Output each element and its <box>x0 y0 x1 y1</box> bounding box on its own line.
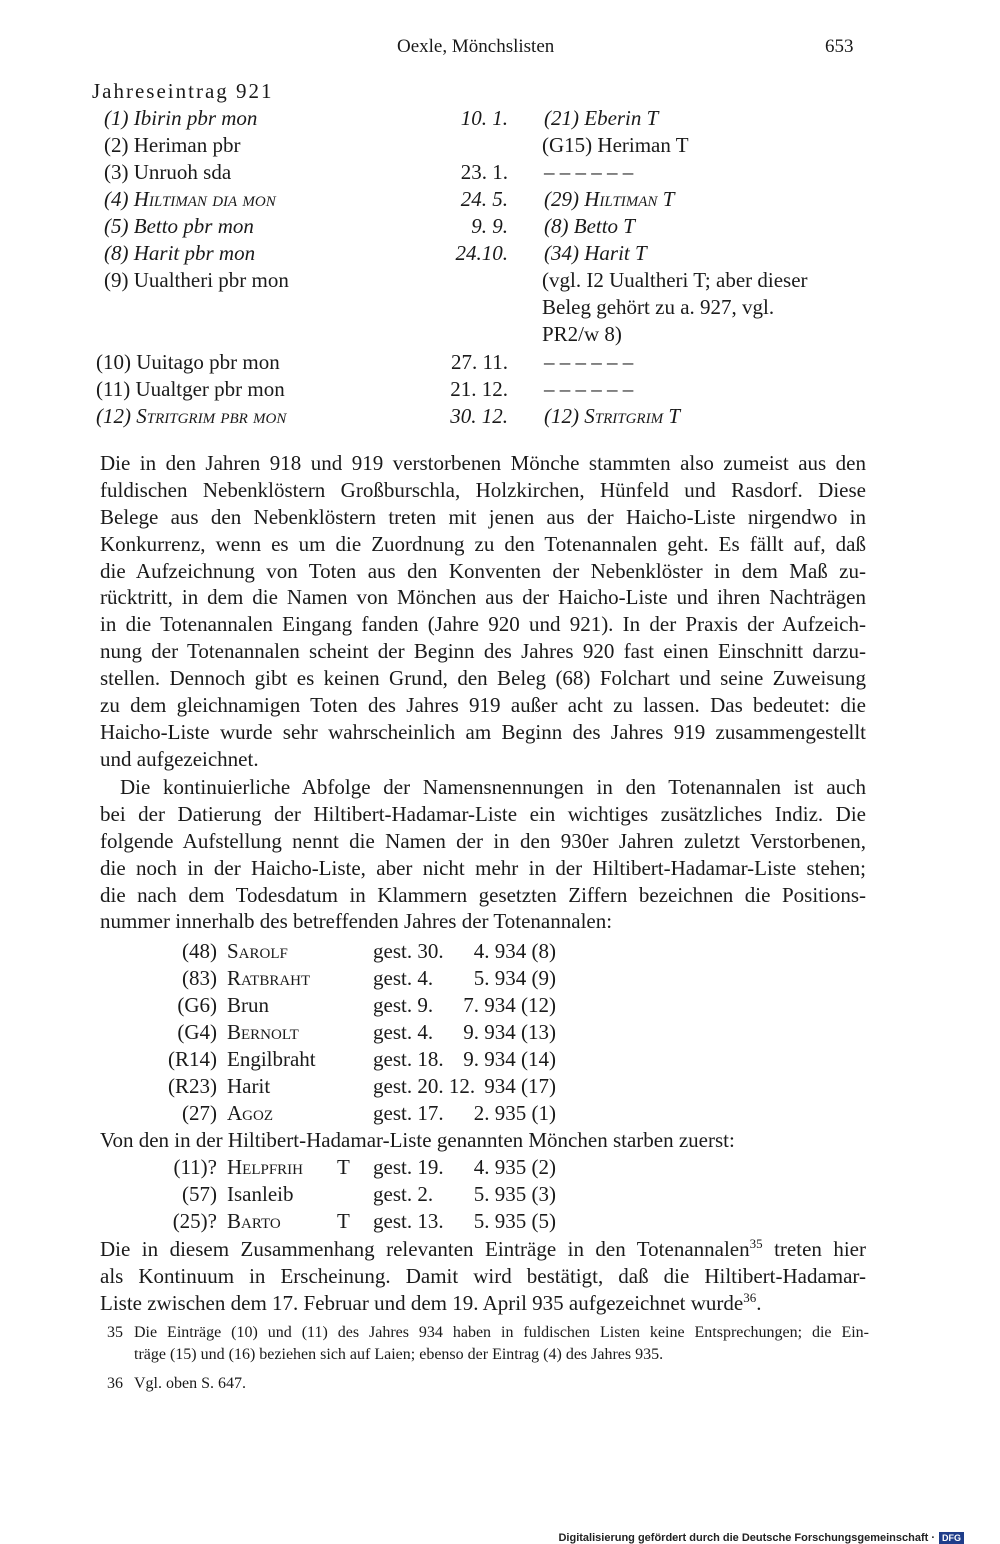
entry-name: (3) Unruoh sda <box>104 160 232 184</box>
text-line: und aufgezeichnet. <box>100 746 259 771</box>
list-date: 9. 934 (13) <box>463 1020 556 1044</box>
text-line <box>100 1236 866 1263</box>
text-line: nummer innerhalb des betreffenden Jahres der Totenannalen: <box>100 909 613 934</box>
list-name: Bernolt <box>227 1020 299 1044</box>
line-text: Die in diesem Zusammenhang relevanten Einträge in den Totenannalen <box>100 1237 750 1261</box>
list-date: 5. 934 (9) <box>473 966 556 990</box>
entry-reference: – – – – – – <box>544 350 634 374</box>
list-number: (83) <box>182 966 217 990</box>
entry-date: 10. 1. <box>460 106 508 130</box>
entry-reference: (21) Eberin T <box>544 106 659 130</box>
funding-footer <box>558 1532 964 1544</box>
entry-name: (10) Uuitago pbr mon <box>96 350 280 374</box>
entry-reference: (12) Stritgrim T <box>544 404 680 428</box>
footnote-ref: 36 <box>743 1289 757 1305</box>
paragraph-2 <box>100 774 866 935</box>
text-line <box>100 1290 866 1317</box>
list-number: (G4) <box>177 1020 217 1044</box>
list-name: Barto <box>227 1209 281 1233</box>
list-intro: Von den in der Hiltibert-Hadamar-Liste genannten Mönchen starben zuerst: <box>100 1128 735 1152</box>
entry-name: (11) Uualtger pbr mon <box>96 377 285 401</box>
list-date: 7. 934 (12) <box>463 993 556 1017</box>
list-gest: gest. 13. <box>373 1209 444 1233</box>
entry-date: 27. 11. <box>451 350 508 374</box>
list-name: Engilbraht <box>227 1047 316 1071</box>
line-text: als Kontinuum in Erscheinung. Damit wird bestätigt, daß die Hiltibert-Hadamar- <box>100 1263 866 1288</box>
entry-date: 30. 12. <box>450 404 508 428</box>
entry-reference: – – – – – – <box>544 377 634 401</box>
entry-reference: (29) Hiltiman T <box>544 187 675 211</box>
list-number: (11)? <box>173 1155 217 1179</box>
text-line: fuldischen Nebenklöstern Großburschla, Holzkirchen, Hünfeld und Rasdorf. Diese <box>100 477 866 502</box>
list-date: 934 (17) <box>484 1074 556 1098</box>
footnote-line: träge (15) und (16) beziehen sich auf Laien; ebenso der Eintrag (4) des Jahres 935. <box>134 1346 664 1363</box>
list-number: (57) <box>182 1182 217 1206</box>
list-date: 5. 935 (5) <box>473 1209 556 1233</box>
funding-text: Digitalisierung gefördert durch die Deutsche Forschungsgemeinschaft · <box>558 1532 935 1544</box>
entry-date: 9. 9. <box>471 214 508 238</box>
section-heading: Jahreseintrag 921 <box>92 79 274 103</box>
text-line: die nach dem Todesdatum in Klammern gesetzten Ziffern bezeichnen die Positions- <box>100 882 866 907</box>
entry-name: (8) Harit pbr mon <box>104 241 256 265</box>
dfg-logo: DFG <box>939 1532 964 1544</box>
line-tail: treten hier <box>762 1237 866 1261</box>
list-date: 9. 934 (14) <box>463 1047 556 1071</box>
list-name: Sarolf <box>227 939 288 963</box>
footnote-ref: 35 <box>749 1236 763 1251</box>
line-tail: . <box>756 1290 762 1315</box>
entry-name: (12) Stritgrim pbr mon <box>96 404 287 428</box>
text-line: Konkurrenz, wenn es um die Zuordnung zu den Totenannalen geht. Es fällt auf, daß <box>100 531 866 556</box>
paragraph-3 <box>100 1236 866 1317</box>
entry-reference: (G15) Heriman T <box>542 133 689 157</box>
list-name: Agoz <box>227 1101 273 1125</box>
entry-reference: (8) Betto T <box>544 214 635 238</box>
list-number: (48) <box>182 939 217 963</box>
text-line: die Aufzeichnung von Toten aus den Konventen der Nebenklöster in dem Maß zu- <box>100 558 866 583</box>
text-line: die noch in der Haicho-Liste, aber nicht mehr in der Hiltibert-Hadamar-Liste stehen; <box>100 855 866 880</box>
page-number: 653 <box>825 36 854 57</box>
list-number: (R23) <box>168 1074 217 1098</box>
line-text: Liste zwischen dem 17. Februar und dem 19. April 935 aufgezeichnet wurde <box>100 1290 744 1315</box>
entry-date: 24.10. <box>455 241 508 265</box>
footnote-number: 35 <box>107 1324 123 1341</box>
footnote-line: Vgl. oben S. 647. <box>134 1375 246 1392</box>
text-line: bei der Datierung der Hiltibert-Hadamar-Liste ein wichtiges zusätzliches Indiz. Die <box>100 801 866 826</box>
list-name: Isanleib <box>227 1182 294 1206</box>
list-number: (G6) <box>177 993 217 1017</box>
list-number: (R14) <box>168 1047 217 1071</box>
list-gest: gest. 2. <box>373 1182 434 1206</box>
entry-name: (2) Heriman pbr <box>104 133 241 157</box>
list-t-mark: T <box>337 1209 350 1233</box>
text-line: Belege aus den Nebenklöstern treten mit jenen aus der Haicho-Liste nirgendwo in <box>100 504 866 529</box>
entry-reference: (34) Harit T <box>544 241 647 265</box>
text-line: folgende Aufstellung nennt die Namen der in den 930er Jahren zuletzt Verstorbenen, <box>100 828 866 853</box>
entry-reference: PR2/w 8) <box>542 322 622 346</box>
list-gest: gest. 19. <box>373 1155 444 1179</box>
entry-reference: Beleg gehört zu a. 927, vgl. <box>542 295 775 319</box>
list-date: 4. 934 (8) <box>473 939 556 963</box>
entry-name: (4) Hiltiman dia mon <box>104 187 276 211</box>
list-t-mark: T <box>337 1155 350 1179</box>
text-line: nung der Totenannalen scheint der Beginn des Jahres 920 fast einen Einschnitt darzu- <box>100 639 866 664</box>
text-line: Die in den Jahren 918 und 919 verstorbenen Mönche stammten also zumeist aus den <box>100 451 866 475</box>
footnote-number: 36 <box>107 1375 123 1392</box>
entry-date: 24. 5. <box>460 187 508 211</box>
text-line <box>100 1263 866 1290</box>
entry-name: (5) Betto pbr mon <box>104 214 254 238</box>
list-name: Harit <box>227 1074 271 1098</box>
text-line: Die kontinuierliche Abfolge der Namensnennungen in den Totenannalen ist auch <box>120 775 866 799</box>
list-number: (27) <box>182 1101 217 1125</box>
list-gest: gest. 4. <box>373 1020 434 1044</box>
list-gest: gest. 4. <box>373 966 434 990</box>
list-date: 4. 935 (2) <box>473 1155 556 1179</box>
list-date: 2. 935 (1) <box>473 1101 556 1125</box>
list-gest: gest. 30. <box>373 939 444 963</box>
entry-date: 21. 12. <box>450 377 508 401</box>
paragraph-1 <box>100 450 866 773</box>
running-head: Oexle, Mönchslisten <box>397 36 555 57</box>
entry-reference: (vgl. I2 Uualtheri T; aber dieser <box>542 268 808 292</box>
list-name: Ratbraht <box>227 966 311 990</box>
text-line: Haicho-Liste wurde sehr wahrscheinlich am Beginn des Jahres 919 zusammengestellt <box>100 719 866 744</box>
list-name: Brun <box>227 993 269 1017</box>
footnote-line: Die Einträge (10) und (11) des Jahres 934 haben in fuldischen Listen keine Entsprechungen; die Ein- <box>134 1324 869 1341</box>
list-gest: gest. 9. <box>373 993 434 1017</box>
text-line: stellen. Dennoch gibt es keinen Grund, den Beleg (68) Folchart und seine Zuweisung <box>100 666 866 691</box>
entry-name: (9) Uualtheri pbr mon <box>104 268 289 292</box>
text-line: rücktritt, in dem die Namen von Mönchen aus der Haicho-Liste und ihren Nachträgen <box>100 585 866 610</box>
entry-name: (1) Ibirin pbr mon <box>104 106 258 130</box>
list-date: 5. 935 (3) <box>473 1182 556 1206</box>
entry-reference: – – – – – – <box>544 160 634 184</box>
list-number: (25)? <box>172 1209 217 1233</box>
list-gest: gest. 20. 12. <box>373 1074 476 1098</box>
text-line: in die Totenannalen Eingang fanden (Jahre 920 und 921). In der Praxis der Aufzeich- <box>100 612 866 637</box>
list-gest: gest. 17. <box>373 1101 444 1125</box>
list-gest: gest. 18. <box>373 1047 444 1071</box>
text-line: zu dem gleichnamigen Toten des Jahres 919 außer acht zu lassen. Das bedeutet: die <box>100 693 866 718</box>
entry-date: 23. 1. <box>460 160 508 184</box>
list-name: Helpfrih <box>227 1155 304 1179</box>
